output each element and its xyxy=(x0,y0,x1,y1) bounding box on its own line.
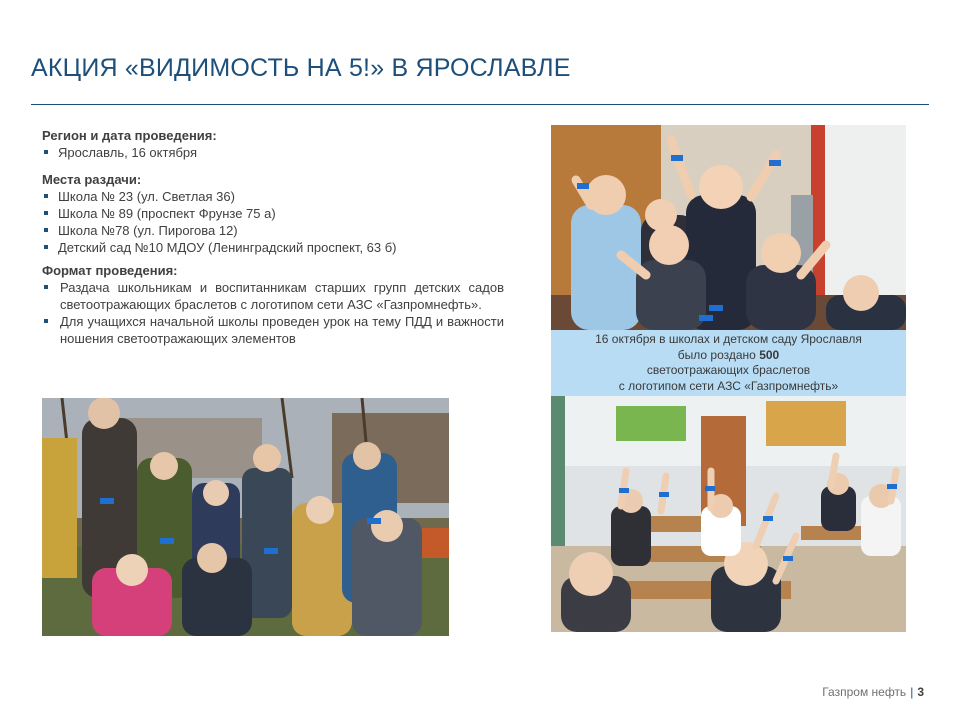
page-number: 3 xyxy=(917,685,924,699)
places-heading: Места раздачи: xyxy=(42,172,142,187)
region-list xyxy=(42,144,504,161)
footer xyxy=(822,685,924,699)
caption-text: было роздано xyxy=(677,347,760,362)
places-list xyxy=(42,188,504,256)
footer-separator: | xyxy=(910,685,914,699)
format-section xyxy=(42,262,504,347)
content-text xyxy=(42,127,504,357)
kindergarten-photo xyxy=(42,398,449,636)
list-item: Школа № 89 (проспект Фрунзе 75 а) xyxy=(42,205,504,222)
list-item: Раздача школьникам и воспитанникам старших групп детских садов светоотражающих браслетов с логотипом сети АЗС «Газпромнефть». xyxy=(42,279,504,313)
places-section xyxy=(42,171,504,256)
company-name: Газпром нефть xyxy=(822,685,907,699)
region-heading: Регион и дата проведения: xyxy=(42,128,217,143)
caption-line-2 xyxy=(551,348,906,364)
format-heading: Формат проведения: xyxy=(42,263,178,278)
caption-line-1: 16 октября в школах и детском саду Ярославля xyxy=(595,332,862,346)
list-item: Ярославль, 16 октября xyxy=(42,144,504,161)
list-item: Школа № 23 (ул. Светлая 36) xyxy=(42,188,504,205)
format-list xyxy=(42,279,504,347)
photo-caption xyxy=(551,330,906,396)
caption-line-4: с логотипом сети АЗС «Газпромнефть» xyxy=(618,378,839,393)
list-item: Детский сад №10 МДОУ (Ленинградский проспект, 63 б) xyxy=(42,239,504,256)
caption-line-3: светоотражающих браслетов xyxy=(646,363,811,377)
caption-number: 500 xyxy=(759,347,780,362)
classroom-photo-2 xyxy=(551,396,906,632)
list-item: Школа №78 (ул. Пирогова 12) xyxy=(42,222,504,239)
region-section xyxy=(42,127,504,161)
page-title: АКЦИЯ «ВИДИМОСТЬ НА 5!» В ЯРОСЛАВЛЕ xyxy=(31,54,571,82)
list-item: Для учащихся начальной школы проведен урок на тему ПДД и важности ношения светоотражающих элементов xyxy=(42,313,504,347)
title-divider xyxy=(31,104,929,105)
classroom-photo-1 xyxy=(551,125,906,330)
